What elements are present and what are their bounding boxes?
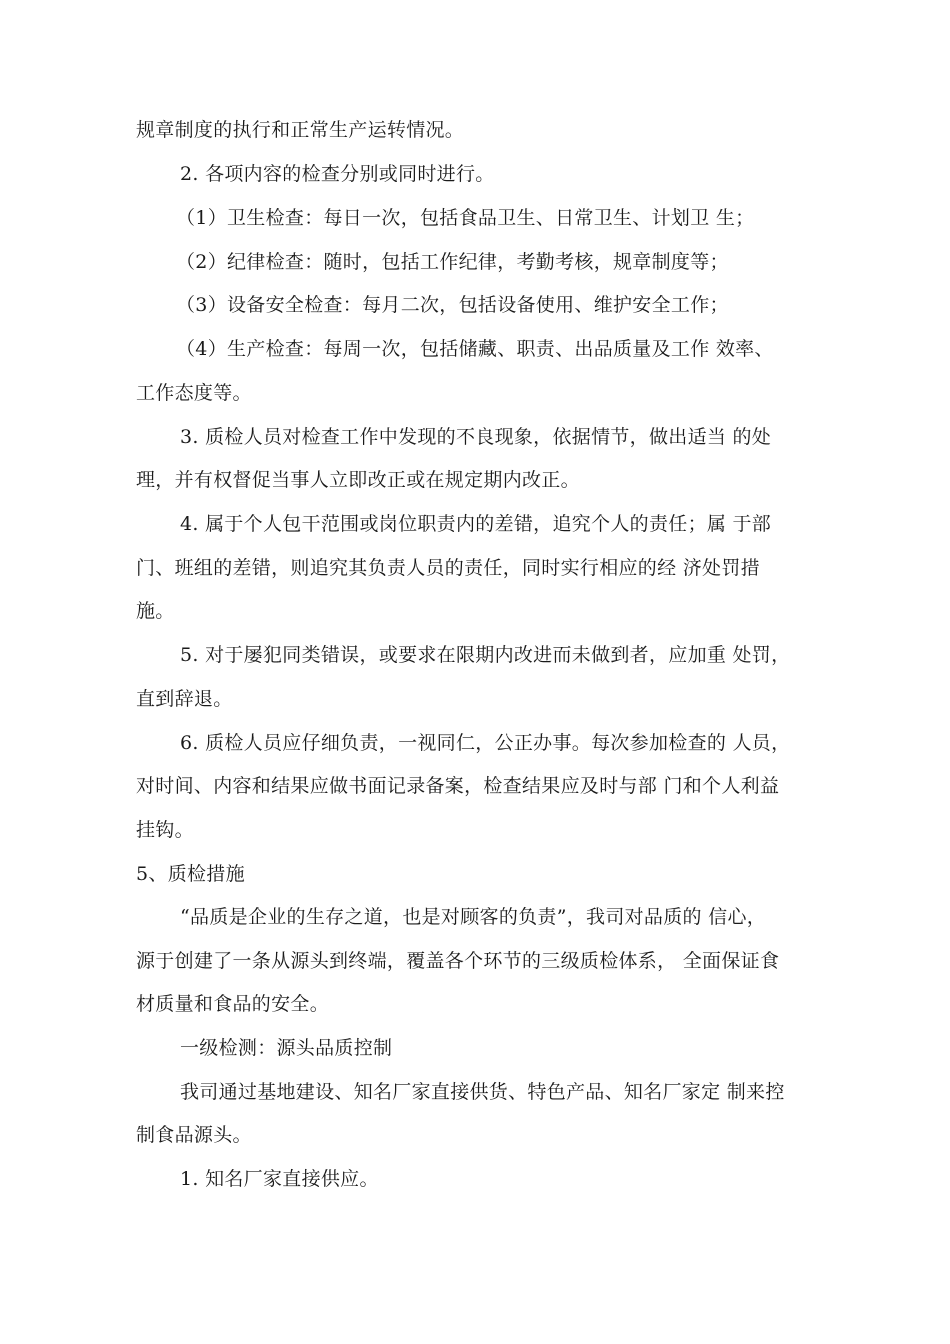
paragraph-line: 门、班组的差错，则追究其负责人员的责任，同时实行相应的经 济处罚措 <box>136 557 760 579</box>
paragraph-line: 6. 质检人员应仔细负责，一视同仁，公正办事。每次参加检查的 人员， <box>180 732 791 754</box>
paragraph-line: （1）卫生检查：每日一次，包括食品卫生、日常卫生、计划卫 生； <box>176 207 755 229</box>
paragraph-line: “品质是企业的生存之道，也是对顾客的负责”，我司对品质的 信心， <box>180 906 767 928</box>
paragraph-line: 直到辞退。 <box>136 688 233 710</box>
paragraph-line: （3）设备安全检查：每月二次，包括设备使用、维护安全工作； <box>176 294 729 316</box>
paragraph-line: （4）生产检查：每周一次，包括储藏、职责、出品质量及工作 效率、 <box>176 338 774 360</box>
paragraph-line: 对时间、内容和结果应做书面记录备案，检查结果应及时与部 门和个人利益 <box>136 775 780 797</box>
paragraph-line: 5. 对于屡犯同类错误，或要求在限期内改进而未做到者，应加重 处罚， <box>180 644 791 666</box>
paragraph-line: 施。 <box>136 600 175 622</box>
paragraph-line: （2）纪律检查：随时，包括工作纪律，考勤考核，规章制度等； <box>176 251 729 273</box>
paragraph-line: 4. 属于个人包干范围或岗位职责内的差错，追究个人的责任；属 于部 <box>180 513 772 535</box>
paragraph-line: 工作态度等。 <box>136 382 252 404</box>
paragraph-line: 挂钩。 <box>136 819 194 841</box>
list-item: 1. 知名厂家直接供应。 <box>180 1168 379 1190</box>
paragraph-line: 制食品源头。 <box>136 1124 252 1146</box>
section-heading: 5、质检措施 <box>136 863 245 885</box>
paragraph-line: 2. 各项内容的检查分别或同时进行。 <box>180 163 495 185</box>
paragraph-line: 材质量和食品的安全。 <box>136 993 330 1015</box>
paragraph-line: 源于创建了一条从源头到终端，覆盖各个环节的三级质检体系， 全面保证食 <box>136 950 780 972</box>
paragraph-line: 我司通过基地建设、知名厂家直接供货、特色产品、知名厂家定 制来控 <box>180 1081 785 1103</box>
paragraph-line: 规章制度的执行和正常生产运转情况。 <box>136 119 465 141</box>
paragraph-line: 理，并有权督促当事人立即改正或在规定期内改正。 <box>136 469 580 491</box>
subheading: 一级检测：源头品质控制 <box>180 1037 393 1059</box>
paragraph-line: 3. 质检人员对检查工作中发现的不良现象，依据情节，做出适当 的处 <box>180 426 772 448</box>
